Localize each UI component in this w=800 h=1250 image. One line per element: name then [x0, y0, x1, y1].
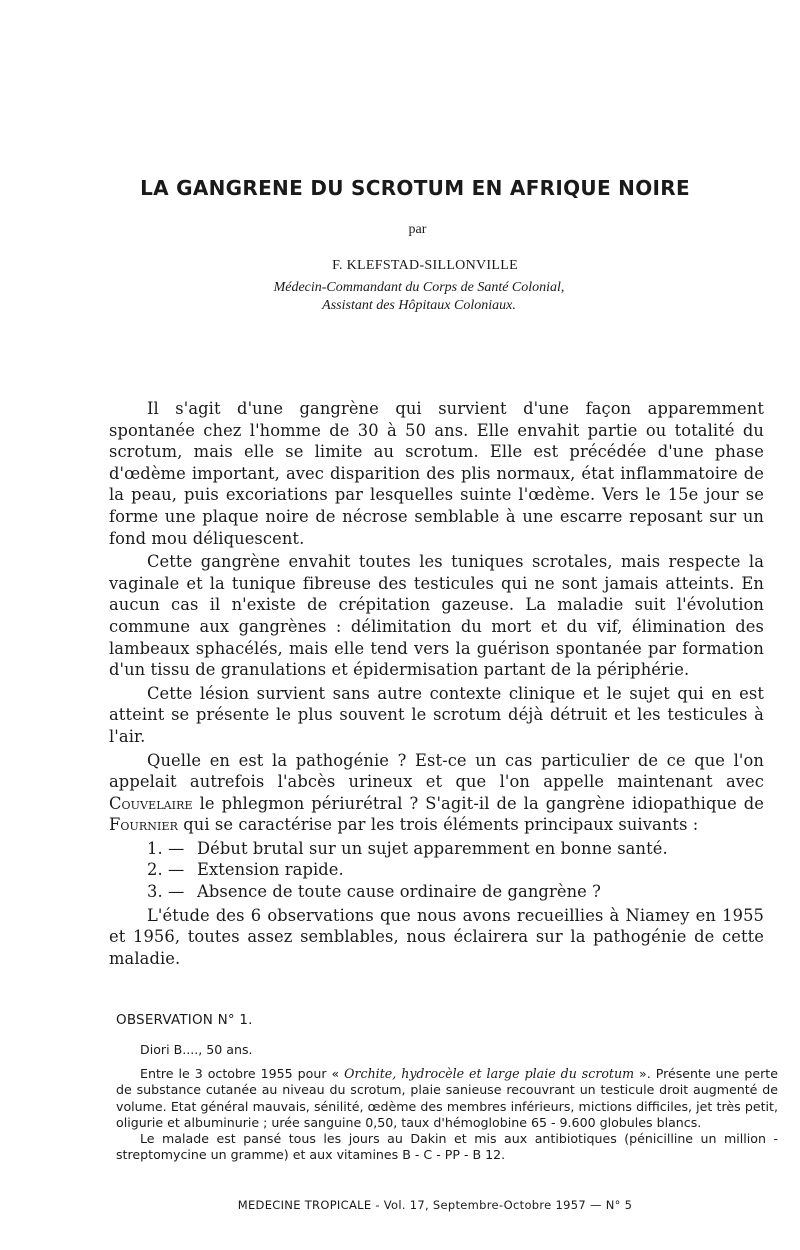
author-name: F. KLEFSTAD-SILLONVILLE [332, 258, 518, 273]
observation-section [116, 1042, 778, 1163]
entry-paragraph [116, 1066, 778, 1131]
observation-heading: OBSERVATION N° 1. [116, 1012, 253, 1028]
article-body [109, 398, 764, 971]
paragraph-2: Cette gangrène envahit toutes les tuniques scrotales, mais respecte la vaginale et la tunique fibreuse des testicules qui ne sont jamais atteints. En aucun cas il n'existe de crépitation gazeuse. La maladie suit l'évolution commune aux gangrènes : délimitation du mort et du vif, élimination des lambeaux sphacélés, mais elle tend vers la guérison spontanée par formation d'un tissu de granulations et épidermisation partant de la périphérie. [109, 552, 764, 680]
entry-diagnosis: Orchite, hydrocèle et large plaie du scrotum [344, 1066, 635, 1082]
paragraph-4-part-c: qui se caractérise par les trois éléments principaux suivants : [183, 815, 699, 835]
entry-part-a: Entre le 3 octobre 1955 pour « [140, 1066, 340, 1082]
list-number: 2. — [147, 860, 185, 880]
list-text: Début brutal sur un sujet apparemment en bonne santé. [197, 838, 668, 858]
list-number: 3. — [147, 882, 185, 902]
paragraph-5: L'étude des 6 observations que nous avons recueillies à Niamey en 1955 et 1956, toutes assez semblables, nous éclairera sur la pathogénie de cette maladie. [109, 905, 764, 968]
byline-par: par [408, 222, 427, 237]
paragraph-3: Cette lésion survient sans autre contexte clinique et le sujet qui en est atteint se présente le plus souvent le scrotum déjà détruit et les testicules à l'air. [109, 683, 764, 746]
author-name-couvelaire: Couvelaire [109, 793, 193, 813]
list-text: Extension rapide. [197, 860, 344, 880]
author-name-fournier: Fournier [109, 815, 178, 835]
criteria-list [109, 838, 764, 903]
journal-footer: MEDECINE TROPICALE - Vol. 17, Septembre-Octobre 1957 — N° 5 [237, 1198, 633, 1212]
paragraph-4-part-b: le phlegmon périurétral ? S'agit-il de la gangrène idiopathique de [199, 793, 764, 813]
patient-line: Diori B...., 50 ans. [140, 1042, 253, 1057]
list-item [109, 838, 764, 860]
paragraph-1: Il s'agit d'une gangrène qui survient d'une façon apparemment spontanée chez l'homme de 30 à 50 ans. Elle envahit partie ou totalité du scrotum, mais elle se limite au scrotum. Elle est précédée d'une phase d'œdème important, avec disparition des plis normaux, état inflammatoire de la peau, puis excoriations par lesquelles suinte l'œdème. Vers le 15e jour se forme une plaque noire de nécrose semblable à une escarre reposant sur un fond mou déliquescent. [109, 399, 764, 548]
article-title: LA GANGRENE DU SCROTUM EN AFRIQUE NOIRE [140, 176, 690, 200]
author-affiliation-1: Médecin-Commandant du Corps de Santé Colonial, [273, 280, 565, 295]
entry-part-b: ». Présente une perte de substance cutanée au niveau du scrotum, plaie sanieuse recouvrant un testicule droit augmenté de volume. Etat général mauvais, sénilité, œdème des membres inférieurs, mictions difficiles, jet très petit, oligurie et albuminurie ; urée sanguine 0,50, taux d'hémoglobine 65 - 9.600 globules blancs. [116, 1066, 778, 1130]
list-item [109, 859, 764, 881]
paragraph-4-part-a: Quelle en est la pathogénie ? Est-ce un cas particulier de ce que l'on appelait autrefois l'abcès urineux et que l'on appelle maintenant avec [109, 750, 764, 792]
list-number: 1. — [147, 838, 185, 858]
treatment-paragraph: Le malade est pansé tous les jours au Dakin et mis aux antibiotiques (pénicilline un million - streptomycine un gramme) et aux vitamines B - C - PP - B 12. [116, 1131, 778, 1163]
author-affiliation-2: Assistant des Hôpitaux Coloniaux. [322, 298, 516, 313]
list-text: Absence de toute cause ordinaire de gangrène ? [197, 882, 601, 902]
paragraph-4 [109, 750, 764, 836]
list-item [109, 881, 764, 903]
